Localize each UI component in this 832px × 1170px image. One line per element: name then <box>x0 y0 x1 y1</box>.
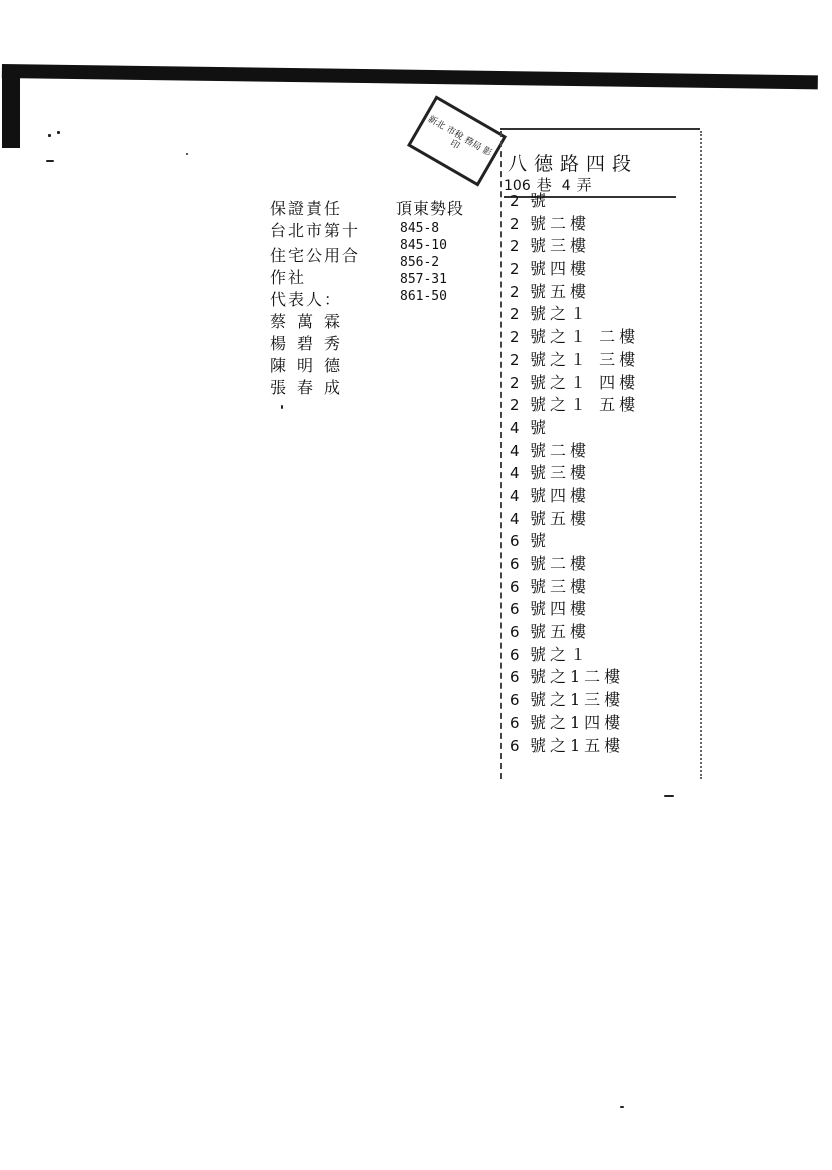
address-unit: 2 號三樓 <box>510 236 591 256</box>
address-unit: 6 號三樓 <box>510 576 591 596</box>
address-unit: 2 號 <box>510 191 551 210</box>
address-unit: 6 號之1五樓 <box>510 735 625 755</box>
lane-word: 巷 <box>536 176 558 194</box>
address-unit: 4 號三樓 <box>510 463 591 483</box>
address-unit: 6 號之1四樓 <box>510 712 625 732</box>
group-line: 保證責任 <box>270 199 343 218</box>
address-unit: 2 號之１ 三樓 <box>510 349 640 369</box>
alley-word: 弄 <box>576 176 598 194</box>
group-line: 作社 <box>270 268 307 287</box>
address-unit: 2 號四樓 <box>510 259 591 279</box>
representative-name: 楊碧秀 <box>270 334 352 353</box>
address-unit: 2 號之１ <box>510 304 591 324</box>
seal-stamp-text: 新北 市稅 務局 影印 <box>425 114 494 159</box>
land-lot-number: 845-10 <box>400 238 447 253</box>
road-name: 八德路四段 <box>508 153 639 175</box>
guarantee-group-block <box>270 198 385 399</box>
address-unit: 2 號二樓 <box>510 213 591 233</box>
lane-number: 106 <box>504 178 531 194</box>
scan-edge-left <box>2 68 20 148</box>
address-unit-list <box>510 190 690 757</box>
land-lot-number: 857-31 <box>400 272 447 287</box>
alley-number: 4 <box>561 178 571 194</box>
address-unit: 2 號五樓 <box>510 281 591 301</box>
group-line: 台北市第十 <box>270 221 361 240</box>
address-unit: 6 號 <box>510 531 551 551</box>
land-section-block <box>396 198 486 305</box>
land-lot-number: 845-8 <box>400 221 440 236</box>
address-unit: 6 號之1三樓 <box>510 690 625 710</box>
representative-name: 陳明德 <box>270 356 352 375</box>
land-lot-number: 861-50 <box>400 289 447 304</box>
address-unit: 4 號五樓 <box>510 508 591 528</box>
address-unit: 2 號之１ 四樓 <box>510 372 640 392</box>
group-line: 住宅公用合 <box>270 246 361 265</box>
address-unit: 6 號二樓 <box>510 554 591 573</box>
address-unit: 6 號五樓 <box>510 622 591 642</box>
representative-label: 代表人： <box>270 290 343 309</box>
address-unit: 6 號之１ <box>510 644 591 664</box>
scan-edge-bar <box>2 64 818 89</box>
address-unit: 2 號之１ 五樓 <box>510 395 640 415</box>
land-lot-number: 856-2 <box>400 255 440 270</box>
land-section-heading: 頂東勢段 <box>396 199 465 218</box>
address-box-top-rule <box>500 128 700 130</box>
representative-name: 張春成 <box>270 378 352 397</box>
address-unit: 4 號 <box>510 417 551 437</box>
address-unit: 6 號四樓 <box>510 599 591 619</box>
address-unit: 4 號四樓 <box>510 485 591 505</box>
seal-stamp <box>407 95 507 186</box>
address-unit: 4 號二樓 <box>510 440 591 460</box>
representative-name: 蔡萬霖 <box>270 312 352 331</box>
address-unit: 2 號之１ 二樓 <box>510 327 640 347</box>
address-unit: 6 號之1二樓 <box>510 667 625 687</box>
